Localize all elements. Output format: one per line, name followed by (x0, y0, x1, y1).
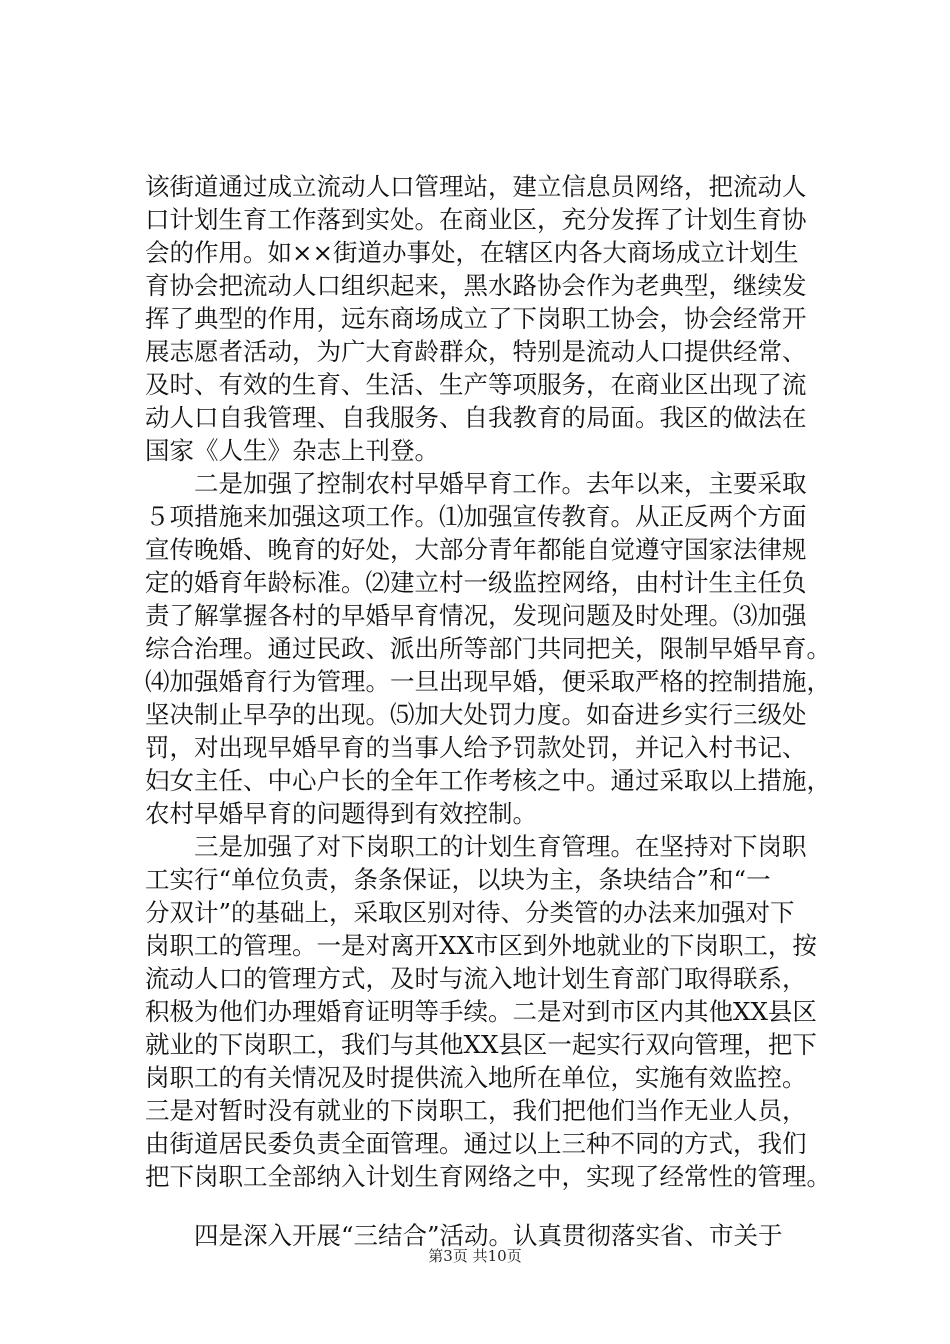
text-line: 岗职工的管理。一是对离开XX市区到外地就业的下岗职工，按 (145, 931, 817, 960)
text-line: 定的婚育年龄标准。⑵建立村一级监控网络，由村计生主任负 (145, 568, 807, 597)
paragraph-gap (145, 1193, 825, 1219)
text-line: 农村早婚早育的问题得到有效控制。 (145, 799, 537, 828)
page-number-footer: 第3页 共10页 (428, 1247, 522, 1265)
text-line: 就业的下岗职工，我们与其他XX县区一起实行双向管理，把下 (145, 1030, 817, 1059)
paragraph-start-line: 三是加强了对下岗职工的计划生育管理。在坚持对下岗职 (145, 832, 807, 861)
text-line: 口计划生育工作落到实处。在商业区，充分发挥了计划生育协 (145, 205, 807, 234)
text-line: 国家《人生》杂志上刊登。 (145, 436, 439, 465)
text-line: 积极为他们办理婚育证明等手续。二是对到市区内其他XX县区 (145, 997, 817, 1026)
text-line: 由街道居民委负责全面管理。通过以上三种不同的方式，我们 (145, 1129, 807, 1158)
text-line: 罚，对出现早婚早育的当事人给予罚款处罚，并记入村书记、 (145, 733, 807, 762)
text-line: 宣传晚婚、晚育的好处，大部分青年都能自觉遵守国家法律规 (145, 535, 807, 564)
text-line: 岗职工的有关情况及时提供流入地所在单位，实施有效监控。 (145, 1063, 807, 1092)
text-line: 挥了典型的作用，远东商场成立了下岗职工协会，协会经常开 (145, 304, 807, 333)
text-line: ５项措施来加强这项工作。⑴加强宣传教育。从正反两个方面 (145, 502, 807, 531)
text-line: 展志愿者活动，为广大育龄群众，特别是流动人口提供经常、 (145, 337, 807, 366)
text-line: 育协会把流动人口组织起来，黑水路协会作为老典型，继续发 (145, 271, 807, 300)
text-line: 该街道通过成立流动人口管理站，建立信息员网络，把流动人 (145, 172, 807, 201)
text-line: 妇女主任、中心户长的全年工作考核之中。通过采取以上措施， (145, 766, 831, 795)
text-line: 及时、有效的生育、生活、生产等项服务，在商业区出现了流 (145, 370, 807, 399)
paragraph-start-line: 四是深入开展“三结合”活动。认真贯彻落实省、市关于 (145, 1221, 783, 1250)
text-line: 三是对暂时没有就业的下岗职工，我们把他们当作无业人员， (145, 1096, 807, 1125)
paragraph-start-line: 二是加强了控制农村早婚早育工作。去年以来，主要采取 (145, 469, 807, 498)
text-line: 流动人口的管理方式，及时与流入地计划生育部门取得联系， (145, 964, 807, 993)
text-line: ⑷加强婚育行为管理。一旦出现早婚，便采取严格的控制措施， (145, 667, 831, 696)
text-line: 会的作用。如××街道办事处，在辖区内各大商场成立计划生 (145, 238, 799, 267)
text-line: 坚决制止早孕的出现。⑸加大处罚力度。如奋进乡实行三级处 (145, 700, 807, 729)
text-line: 责了解掌握各村的早婚早育情况，发现问题及时处理。⑶加强 (145, 601, 807, 630)
text-line: 工实行“单位负责，条条保证，以块为主，条块结合”和“一 (145, 865, 771, 894)
body-text (145, 170, 831, 1252)
text-line: 把下岗职工全部纳入计划生育网络之中，实现了经常性的管理。 (145, 1162, 831, 1191)
text-line: 动人口自我管理、自我服务、自我教育的局面。我区的做法在 (145, 403, 807, 432)
text-line: 综合治理。通过民政、派出所等部门共同把关，限制早婚早育。 (145, 634, 831, 663)
text-line: 分双计”的基础上，采取区别对待、分类管的办法来加强对下 (145, 898, 795, 927)
